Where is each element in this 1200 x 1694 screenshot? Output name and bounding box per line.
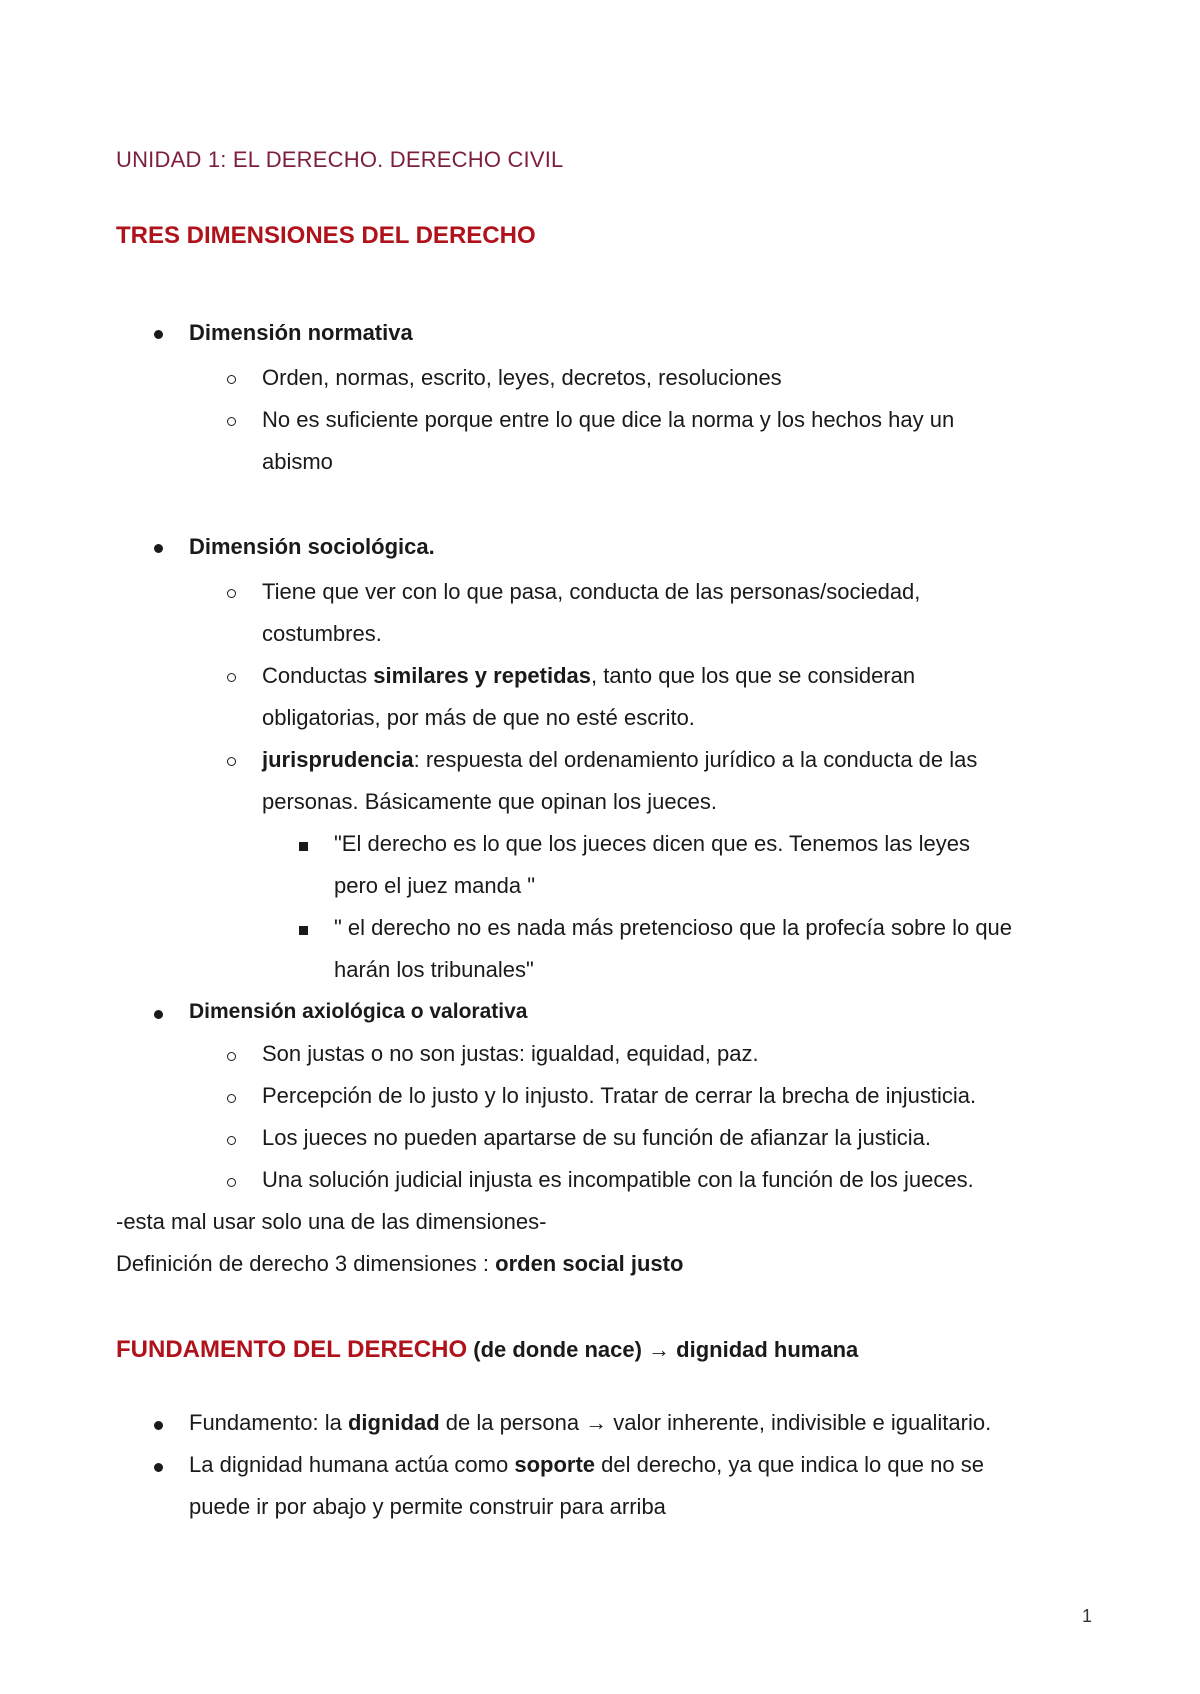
- quote-item-continuation: pero el juez manda ": [334, 873, 536, 898]
- quote-item: " el derecho no es nada más pretencioso que la profecía sobre lo que: [334, 915, 1013, 940]
- list-item: Percepción de lo justo y lo injusto. Tratar de cerrar la brecha de injusticia.: [262, 1083, 977, 1108]
- text-run: La dignidad humana actúa como: [189, 1452, 515, 1477]
- circle-bullet: [227, 1136, 236, 1145]
- dimension-axiologica-label: Dimensión axiológica o valorativa: [189, 1000, 528, 1023]
- list-item-continuation: puede ir por abajo y permite construir para arriba: [189, 1494, 666, 1519]
- circle-bullet: [227, 673, 236, 682]
- dimension-sociologica-label: Dimensión sociológica.: [189, 534, 435, 559]
- bold-term: dignidad: [347, 1410, 440, 1435]
- disc-bullet: [154, 544, 163, 553]
- disc-bullet: [154, 1421, 163, 1430]
- text-run: del derecho, ya que indica lo que no se: [595, 1452, 984, 1477]
- list-item-continuation: abismo: [262, 449, 333, 474]
- bold-term: orden social justo: [495, 1251, 684, 1276]
- list-item: No es suficiente porque entre lo que dice la norma y los hechos hay un: [262, 407, 955, 432]
- text-run: Definición de derecho 3 dimensiones :: [116, 1251, 496, 1276]
- heading-suffix: (de donde nace) → dignidad humana: [467, 1337, 859, 1362]
- quote-item-continuation: harán los tribunales": [334, 957, 534, 982]
- text-run: Conductas: [262, 663, 374, 688]
- section-heading-dimensiones: TRES DIMENSIONES DEL DERECHO: [116, 222, 536, 249]
- list-item: Tiene que ver con lo que pasa, conducta de las personas/sociedad,: [262, 579, 921, 604]
- list-item: [262, 746, 977, 774]
- quote-item: "El derecho es lo que los jueces dicen que es. Tenemos las leyes: [334, 831, 971, 856]
- disc-bullet: [154, 1010, 163, 1019]
- text-run: de la persona → valor inherente, indivisible e igualitario.: [439, 1410, 992, 1435]
- dimension-normativa-label: Dimensión normativa: [189, 320, 413, 345]
- square-bullet: [299, 926, 308, 935]
- list-item: [262, 662, 915, 690]
- circle-bullet: [227, 1178, 236, 1187]
- list-item-continuation: personas. Básicamente que opinan los jueces.: [262, 789, 717, 814]
- list-item-continuation: obligatorias, por más de que no esté escrito.: [262, 705, 695, 730]
- circle-bullet: [227, 1094, 236, 1103]
- disc-bullet: [154, 1463, 163, 1472]
- list-item: [189, 1409, 991, 1437]
- bold-term: soporte: [514, 1452, 596, 1477]
- section-heading-fundamento: [116, 1336, 858, 1364]
- square-bullet: [299, 842, 308, 851]
- note-text: -esta mal usar solo una de las dimensiones-: [116, 1209, 547, 1234]
- circle-bullet: [227, 417, 236, 426]
- circle-bullet: [227, 375, 236, 384]
- circle-bullet: [227, 1052, 236, 1061]
- unit-title: UNIDAD 1: EL DERECHO. DERECHO CIVIL: [116, 147, 564, 172]
- circle-bullet: [227, 757, 236, 766]
- definition-line: [116, 1250, 683, 1278]
- list-item: Una solución judicial injusta es incompatible con la función de los jueces.: [262, 1167, 974, 1192]
- list-item: Orden, normas, escrito, leyes, decretos, resoluciones: [262, 365, 782, 390]
- list-item: Son justas o no son justas: igualdad, equidad, paz.: [262, 1041, 759, 1066]
- disc-bullet: [154, 330, 163, 339]
- text-run: , tanto que los que se consideran: [590, 663, 916, 688]
- text-run: Fundamento: la: [189, 1410, 348, 1435]
- bold-term: similares y repetidas: [373, 663, 591, 688]
- heading-text: FUNDAMENTO DEL DERECHO: [116, 1336, 468, 1363]
- list-item: [189, 1451, 984, 1479]
- list-item-continuation: costumbres.: [262, 621, 382, 646]
- bold-term: jurisprudencia: [262, 747, 414, 772]
- circle-bullet: [227, 589, 236, 598]
- text-run: : respuesta del ordenamiento jurídico a la conducta de las: [413, 747, 978, 772]
- list-item: Los jueces no pueden apartarse de su función de afianzar la justicia.: [262, 1125, 931, 1150]
- page-number: 1: [1082, 1606, 1093, 1626]
